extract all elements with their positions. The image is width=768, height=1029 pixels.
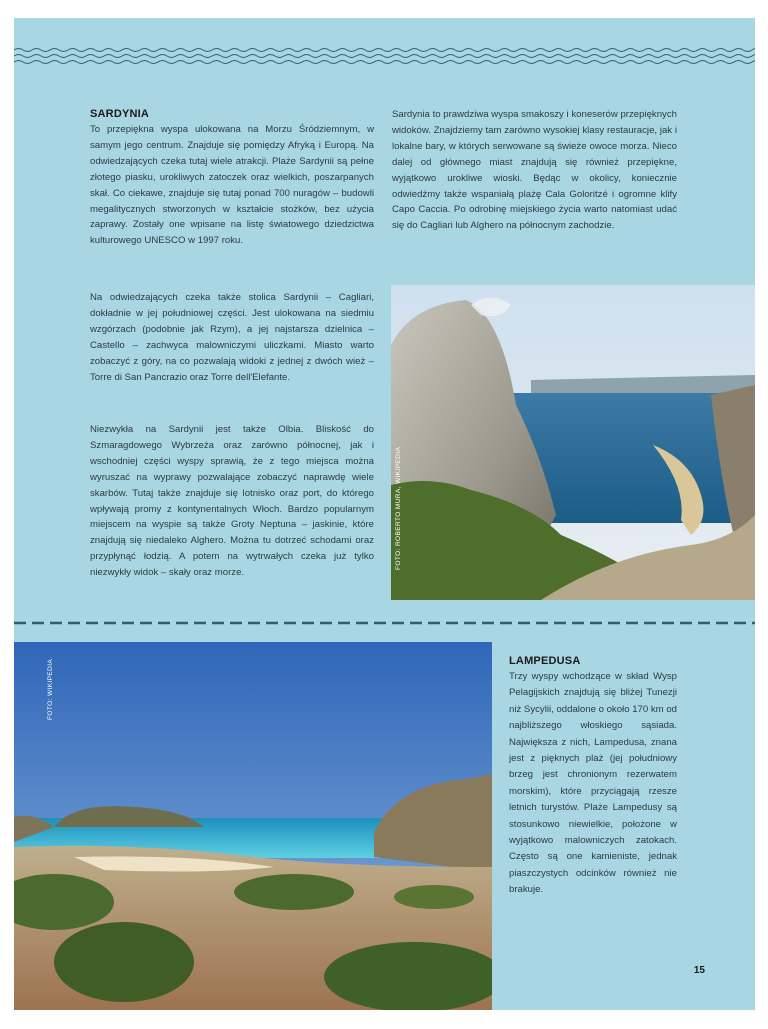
page-number: 15	[693, 965, 705, 976]
lampedusa-photo-credit: FOTO: WIKIPEDIA	[47, 658, 54, 720]
lampedusa-photo	[14, 642, 492, 1010]
lampedusa-heading: LAMPEDUSA	[509, 655, 581, 667]
section-divider	[14, 621, 755, 625]
sardinia-paragraph-2: Na odwiedzających czeka także stolica Sardynii – Cagliari, dokładnie w jej południowej części. Jest ulokowana na siedmiu wzgórzach (podobnie jak Rzym), a jej najstarsza dzielnica – Castello – zachwyca malowniczymi uliczkami. Miasto warto zobaczyć z góry, na co pozwalają widoki z jednej z dwóch wież – Torre di San Pancrazio oraz Torre dell'Elefante.	[90, 292, 374, 383]
wave-decoration	[14, 46, 755, 66]
sardinia-photo	[391, 285, 755, 600]
sardinia-paragraph-4: Sardynia to prawdziwa wyspa smakoszy i koneserów przepięknych widoków. Znajdziemy tam zarówno wysokiej klasy restauracje, jak i lokalne bary, w których serwowane są świeże owoce morza. Nieco dalej od głównego miast znajdują się również przepiękne, wyjątkowo urokliwe wioski. Będąc w okolicy, koniecznie odwiedźmy także wspaniałą plażę Cala Goloritzé i ogromne klify Capo Caccia. Po odrobinę miejskiego życia warto natomiast udać się do Cagliari lub Alghero na północnym zachodzie.	[392, 109, 677, 232]
lampedusa-paragraph: Trzy wyspy wchodzące w skład Wysp Pelagijskich znajdują się bliżej Tunezji niż Sycylii, oddalone o około 170 km od najbliższego włoskiego sąsiada. Największa z nich, Lampedusa, znana jest z pięknych plaż (jej południowy brzeg jest chronionym rezerwatem morskim), które przyciągają rzesze letnich turystów. Plaże Lampedusy są stosunkowo niewielkie, położone w wyjątkowo malowniczych zatokach. Często są one kamieniste, jednak piaszczystych odcinków również nie brakuje.	[509, 671, 677, 896]
sardinia-photo-credit: FOTO: ROBERTO MURA, WIKIPEDIA	[395, 446, 402, 570]
sardinia-paragraph-1: To przepiękna wyspa ulokowana na Morzu Śródziemnym, w samym jego centrum. Znajduje się pomiędzy Afryką i Europą. Na odwiedzających czeka tutaj wiele atrakcji. Plaże Sardynii są pełne złotego piasku, urokliwych zatoczek oraz wielkich, poszarpanych skał. Co ciekawe, znajduje się tutaj ponad 700 nuragów – budowli megalitycznych stworzonych w kształcie stożków, bez użycia zaprawy. Zostały one wpisane na listę światowego dziedzictwa kulturowego UNESCO w 1997 roku.	[90, 124, 374, 247]
sardinia-heading: SARDYNIA	[90, 108, 150, 120]
magazine-page	[14, 18, 755, 1010]
sardinia-paragraph-3: Niezwykła na Sardynii jest także Olbia. Bliskość do Szmaragdowego Wybrzeża oraz zarówno północnej, jak i wschodniej części wyspy sprawią, że z tego miejsca można wyruszać na wyprawy pozwalające zobaczyć naprawdę wiele skarbów. Tutaj także znajduje się lotnisko oraz port, do którego wpływają promy z kontynentalnych Włoch. Bardzo popularnym miejscem na wyspie są także Groty Neptuna – jaskinie, które znajdują się niedaleko Alghero. Można tu dotrzeć schodami oraz przypłynąć łodzią. A potem na wytrwałych czeka już tylko niezwykły widok – skały oraz morze.	[90, 424, 374, 579]
